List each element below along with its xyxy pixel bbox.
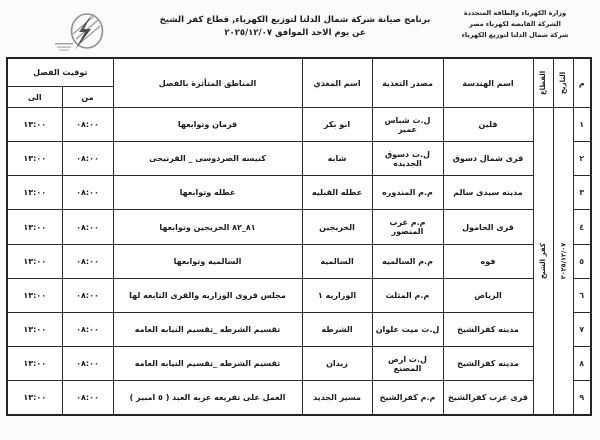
cell-areas: ٨١_٨٢ الخريجين وتوابعها — [113, 210, 302, 244]
table-row — [7, 312, 591, 346]
table-row — [7, 244, 591, 278]
cell-areas: كنيسه الصردوسى _ القرنيحى — [113, 142, 302, 176]
col-header-engineering: اسم الهندسة — [443, 58, 533, 108]
organization-block — [440, 8, 590, 41]
cell-serial: ٨ — [573, 347, 591, 381]
col-header-to: الى — [7, 87, 62, 108]
cell-time-to: ١٣:٠٠ — [7, 244, 62, 278]
col-header-date — [553, 58, 573, 108]
cell-source: م.م السالميه — [372, 244, 443, 278]
col-header-serial: م — [573, 58, 591, 108]
cell-engineering: مدينه كفرالشيخ — [443, 312, 533, 346]
cell-time-from: ٠٨:٠٠ — [62, 381, 113, 415]
maintenance-schedule-table — [6, 57, 592, 416]
holding-company-line: الشركة القابضه لكهرباء مصر — [469, 20, 561, 29]
table-row — [7, 347, 591, 381]
col-header-feeder: اسم المغذي — [302, 58, 372, 108]
cell-source: م.م المثلث — [372, 278, 443, 312]
cell-sector-merged — [533, 108, 553, 416]
cell-source: م.م المندوره — [372, 176, 443, 210]
cell-source: ل.ت شباس عمير — [372, 108, 443, 142]
cell-areas: تقسيم الشرطه _تقسيم النيابه العامه — [113, 347, 302, 381]
cell-engineering: قرى شمال دسوق — [443, 142, 533, 176]
logo-container — [10, 8, 150, 56]
table-row — [7, 108, 591, 142]
cell-time-to: ١٣:٠٠ — [7, 347, 62, 381]
cell-serial: ٧ — [573, 312, 591, 346]
cell-source: ل.ت ارض المصنع — [372, 347, 443, 381]
date-value: ٢٠٢٥/١٢/٠٧ — [559, 242, 567, 280]
page-subtitle-date: عن يوم الاحد الموافق ٢٠٢٥/١٢/٠٧ — [224, 28, 366, 38]
cell-time-to: ١٣:٠٠ — [7, 210, 62, 244]
cell-time-from: ٠٨:٠٠ — [62, 347, 113, 381]
cell-feeder: الخريجين — [302, 210, 372, 244]
cell-areas: السالميه وتوابعها — [113, 244, 302, 278]
cell-engineering: الرياض — [443, 278, 533, 312]
cell-feeder: مسير الجديد — [302, 381, 372, 415]
cell-engineering: مدينه سيدى سالم — [443, 176, 533, 210]
cell-time-to: ١٣:٠٠ — [7, 381, 62, 415]
cell-serial: ٣ — [573, 176, 591, 210]
distribution-company-line: شركة شمال الدلتا لتوزيع الكهرباء — [461, 31, 569, 40]
cell-feeder: عطله القبليه — [302, 176, 372, 210]
cell-source: م.م كفرالشيخ — [372, 381, 443, 415]
electricity-company-logo-icon — [51, 10, 109, 56]
cell-serial: ١ — [573, 108, 591, 142]
page-title: برنامج صيانة شركة شمال الدلتا لتوزيع الكهرباء, قطاع كفر الشيخ — [159, 15, 431, 25]
col-header-sector — [533, 58, 553, 108]
cell-engineering: مدينه كفرالشيخ — [443, 347, 533, 381]
cell-time-from: ٠٨:٠٠ — [62, 108, 113, 142]
col-header-source: مصدر التغذية — [372, 58, 443, 108]
col-header-from: من — [62, 87, 113, 108]
cell-source: م.م غرب المنصور — [372, 210, 443, 244]
page-header — [10, 8, 590, 56]
cell-source: ل.ت دسوق الجديده — [372, 142, 443, 176]
cell-areas: مجلس قروى الوزاريه والقرى التابعه لها — [113, 278, 302, 312]
cell-serial: ٩ — [573, 381, 591, 415]
cell-engineering: قلين — [443, 108, 533, 142]
cell-areas: تقسيم الشرطه _تقسيم النيابه العامه — [113, 312, 302, 346]
cell-serial: ٤ — [573, 210, 591, 244]
cell-time-from: ٠٨:٠٠ — [62, 312, 113, 346]
header-row-1 — [7, 58, 591, 87]
cell-feeder: الشرطه — [302, 312, 372, 346]
cell-feeder: ابو بكر — [302, 108, 372, 142]
cell-time-to: ١٣:٠٠ — [7, 108, 62, 142]
cell-serial: ٦ — [573, 278, 591, 312]
cell-areas: قرمان وتوابعها — [113, 108, 302, 142]
cell-areas: عطله وتوابعها — [113, 176, 302, 210]
cell-time-from: ٠٨:٠٠ — [62, 278, 113, 312]
cell-engineering: فوه — [443, 244, 533, 278]
col-header-sector-label: القطاع — [538, 70, 547, 96]
sector-value: كفر الشيخ — [539, 243, 547, 279]
cell-time-from: ٠٨:٠٠ — [62, 142, 113, 176]
col-header-date-label: التاريخ — [559, 71, 567, 95]
cell-source: ل.ت ميت علوان — [372, 312, 443, 346]
ministry-line: وزارة الكهرباء والطاقه المتجددة — [463, 9, 567, 17]
cell-feeder: شابه — [302, 142, 372, 176]
cell-engineering: قرى الحامول — [443, 210, 533, 244]
document-title-block — [150, 8, 440, 38]
cell-time-from: ٠٨:٠٠ — [62, 244, 113, 278]
cell-time-from: ٠٨:٠٠ — [62, 210, 113, 244]
table-row — [7, 278, 591, 312]
cell-areas: العمل على تفريعه عزبه العبد ( ٥ امبير ) — [113, 381, 302, 415]
cell-feeder: الوزاريه ١ — [302, 278, 372, 312]
cell-feeder: السالميه — [302, 244, 372, 278]
table-row — [7, 176, 591, 210]
table-row — [7, 381, 591, 415]
cell-feeder: زيدان — [302, 347, 372, 381]
cell-date-merged — [553, 108, 573, 416]
table-row — [7, 142, 591, 176]
table-row — [7, 210, 591, 244]
cell-serial: ٢ — [573, 142, 591, 176]
cell-time-to: ١٣:٠٠ — [7, 176, 62, 210]
col-header-timing: توقيت الفصل — [7, 58, 113, 87]
cell-engineering: قرى غرب كفرالشيخ — [443, 381, 533, 415]
cell-time-to: ١٣:٠٠ — [7, 312, 62, 346]
cell-time-from: ٠٨:٠٠ — [62, 176, 113, 210]
col-header-areas: المناطق المتأثرة بالفصل — [113, 58, 302, 108]
cell-serial: ٥ — [573, 244, 591, 278]
cell-time-to: ١٣:٠٠ — [7, 142, 62, 176]
cell-time-to: ١٣:٠٠ — [7, 278, 62, 312]
